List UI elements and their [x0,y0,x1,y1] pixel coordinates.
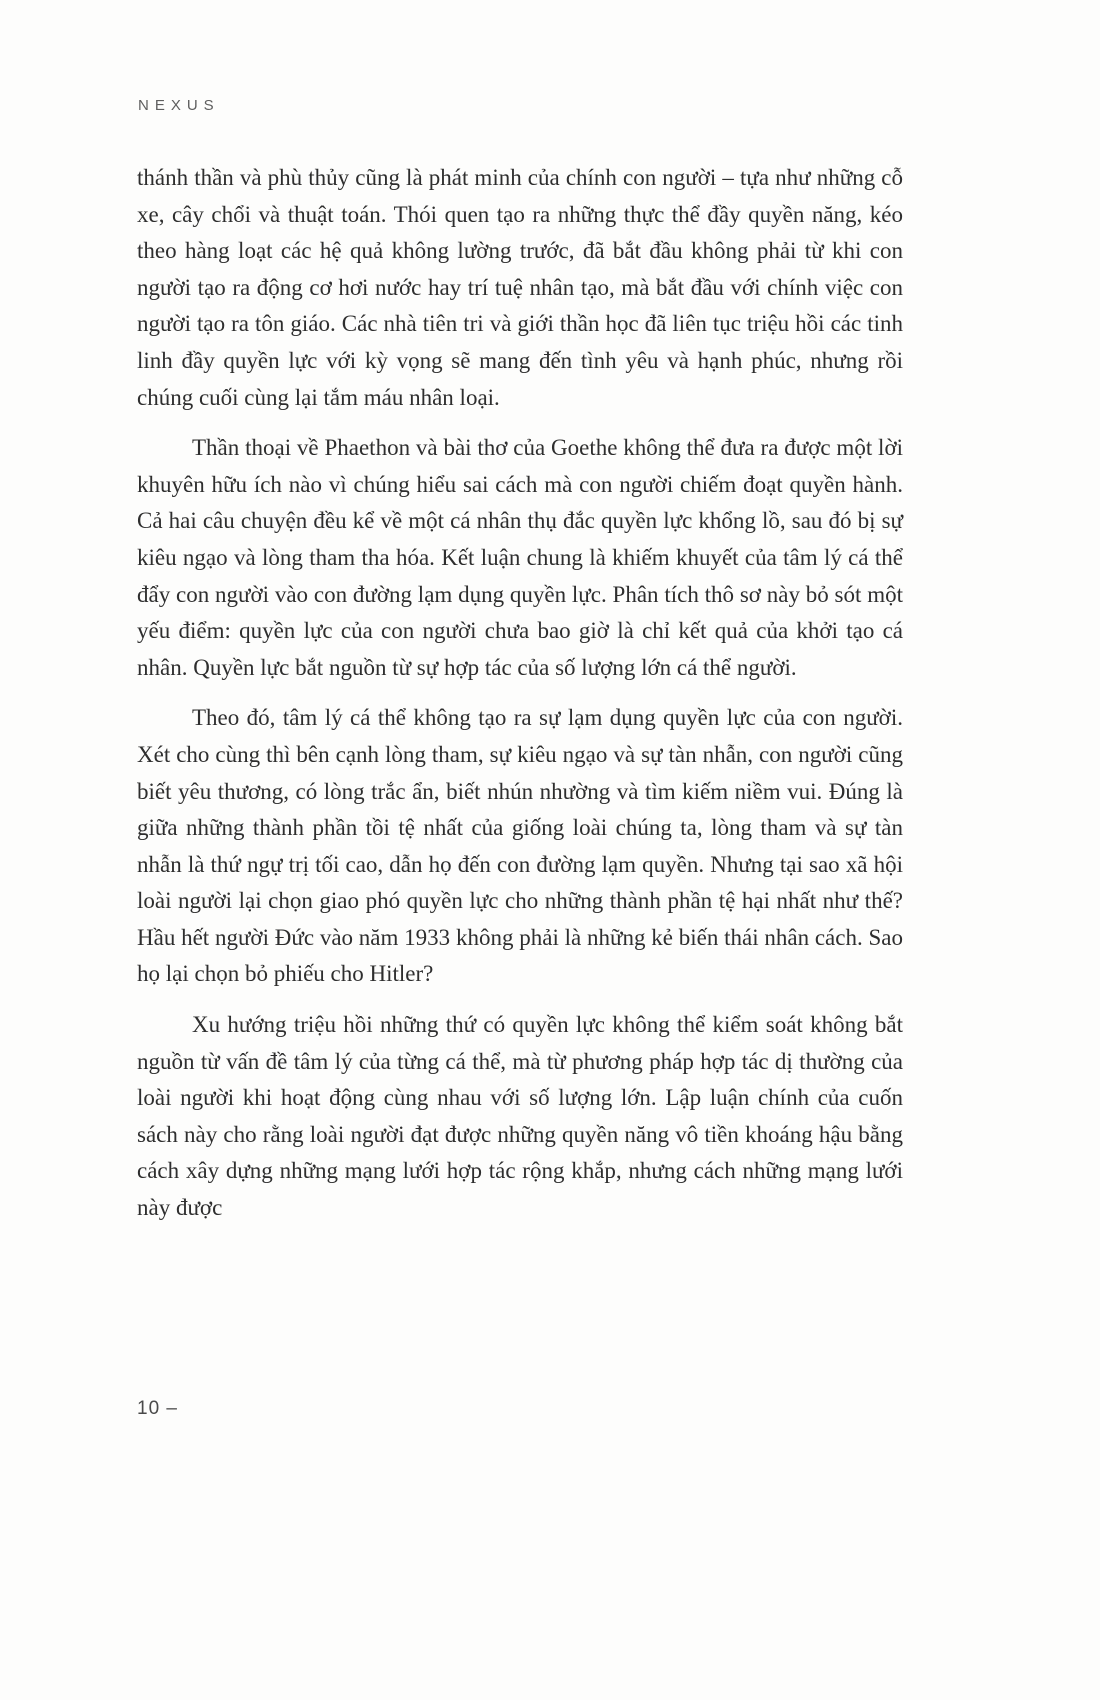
running-header: NEXUS [138,97,220,114]
paragraph: Thần thoại về Phaethon và bài thơ của Goethe không thể đưa ra được một lời khuyên hữu ích nào vì chúng hiểu sai cách mà con người chiếm đoạt quyền hành. Cả hai câu chuyện đều kể về một cá nhân thụ đắc quyền lực khổng lồ, sau đó bị sự kiêu ngạo và lòng tham tha hóa. Kết luận chung là khiếm khuyết của tâm lý cá thể đẩy con người vào con đường lạm dụng quyền lực. Phân tích thô sơ này bỏ sót một yếu điểm: quyền lực của con người chưa bao giờ là chỉ kết quả của khởi tạo cá nhân. Quyền lực bắt nguồn từ sự hợp tác của số lượng lớn cá thể người. [137,435,903,680]
body-text [137,160,903,1227]
paragraph: Theo đó, tâm lý cá thể không tạo ra sự lạm dụng quyền lực của con người. Xét cho cùng thì bên cạnh lòng tham, sự kiêu ngạo và sự tàn nhẫn, con người cũng biết yêu thương, có lòng trắc ẩn, biết nhún nhường và tìm kiếm niềm vui. Đúng là giữa những thành phần tồi tệ nhất của giống loài chúng ta, lòng tham và sự tàn nhẫn là thứ ngự trị tối cao, dẫn họ đến con đường lạm quyền. Nhưng tại sao xã hội loài người lại chọn giao phó quyền lực cho những thành phần tệ hại nhất như thế? Hầu hết người Đức vào năm 1933 không phải là những kẻ biến thái nhân cách. Sao họ lại chọn bỏ phiếu cho Hitler? [137,705,903,987]
paragraph: Xu hướng triệu hồi những thứ có quyền lực không thể kiểm soát không bắt nguồn từ vấn đề tâm lý của từng cá thể, mà từ phương pháp hợp tác dị thường của loài người khi hoạt động cùng nhau với số lượng lớn. Lập luận chính của cuốn sách này cho rằng loài người đạt được những quyền năng vô tiền khoáng hậu bằng cách xây dựng những mạng lưới hợp tác rộng khắp, nhưng cách những mạng lưới này được [137,1012,903,1221]
paragraph: thánh thần và phù thủy cũng là phát minh của chính con người – tựa như những cỗ xe, cây chổi và thuật toán. Thói quen tạo ra những thực thể đầy quyền năng, kéo theo hàng loạt các hệ quả không lường trước, đã bắt đầu không phải từ khi con người tạo ra động cơ hơi nước hay trí tuệ nhân tạo, mà bắt đầu với chính việc con người tạo ra tôn giáo. Các nhà tiên tri và giới thần học đã liên tục triệu hồi các tinh linh đầy quyền lực với kỳ vọng sẽ mang đến tình yêu và hạnh phúc, nhưng rồi chúng cuối cùng lại tắm máu nhân loại. [137,165,903,410]
page-number: 10 – [137,1398,178,1419]
